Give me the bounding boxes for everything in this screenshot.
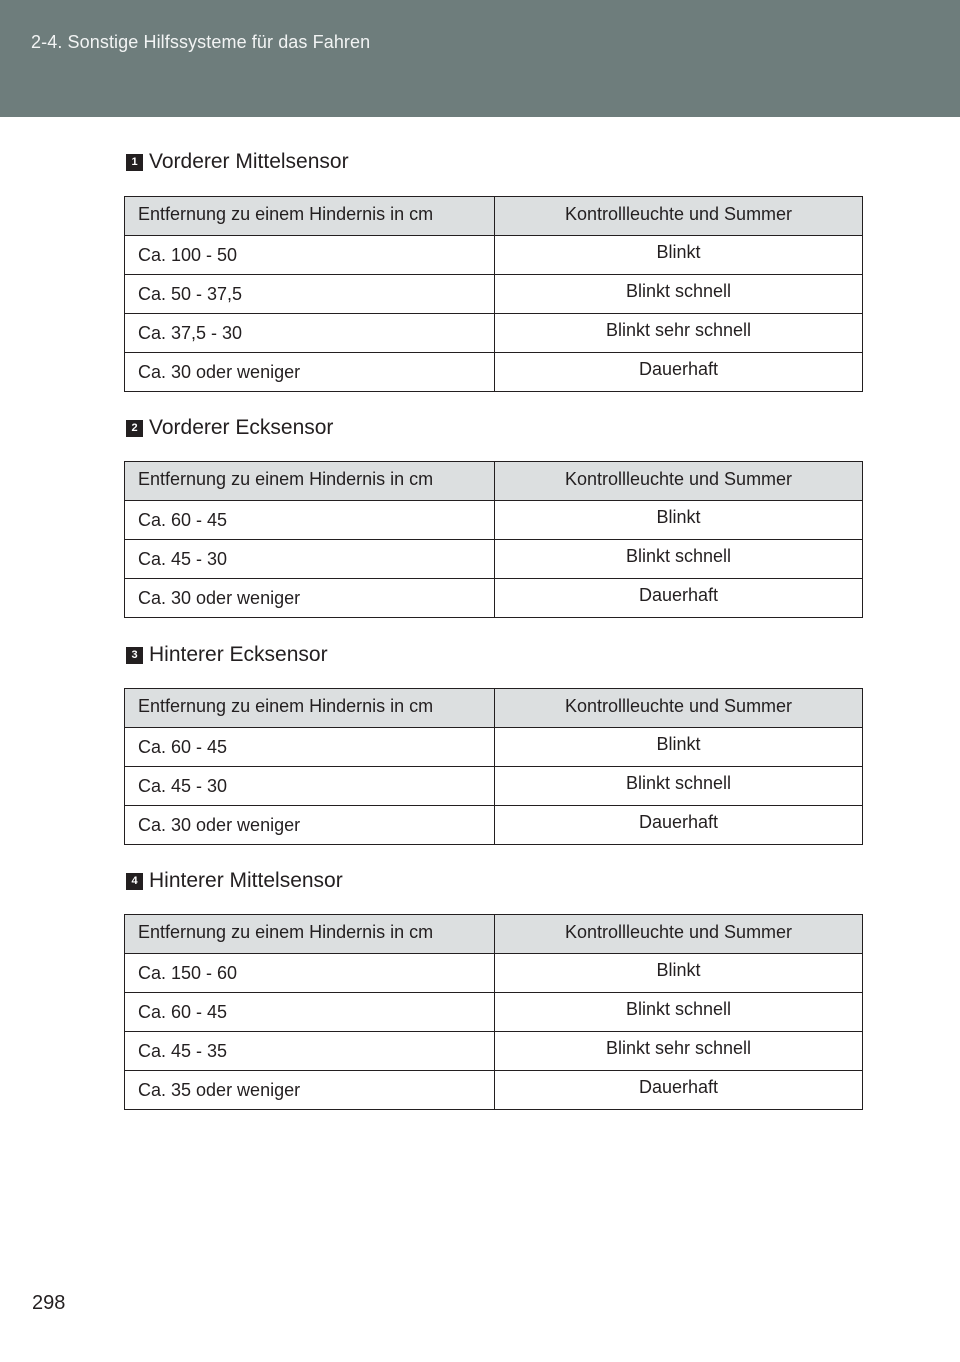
indicator-cell: Dauerhaft xyxy=(495,579,863,618)
distance-cell: Ca. 150 - 60 xyxy=(125,954,495,993)
indicator-cell: Blinkt sehr schnell xyxy=(495,1032,863,1071)
distance-cell: Ca. 60 - 45 xyxy=(125,993,495,1032)
table-row xyxy=(125,236,863,275)
table-header-row xyxy=(125,197,863,236)
indicator-cell: Blinkt xyxy=(495,236,863,275)
table-row xyxy=(125,275,863,314)
column-header-distance: Entfernung zu einem Hindernis in cm xyxy=(125,462,495,501)
distance-cell: Ca. 45 - 35 xyxy=(125,1032,495,1071)
indicator-cell: Blinkt xyxy=(495,728,863,767)
distance-cell: Ca. 30 oder weniger xyxy=(125,353,495,392)
indicator-cell: Blinkt schnell xyxy=(495,993,863,1032)
section-vorderer-mittelsensor xyxy=(124,146,863,382)
table-row xyxy=(125,954,863,993)
section-number-badge: 2 xyxy=(126,420,143,437)
table-row xyxy=(125,1071,863,1110)
distance-table xyxy=(124,914,863,1110)
table-row xyxy=(125,501,863,540)
distance-cell: Ca. 35 oder weniger xyxy=(125,1071,495,1110)
indicator-cell: Blinkt schnell xyxy=(495,275,863,314)
chapter-header xyxy=(0,0,960,117)
table-row xyxy=(125,579,863,618)
indicator-cell: Blinkt schnell xyxy=(495,540,863,579)
table-header-row xyxy=(125,689,863,728)
distance-table xyxy=(124,196,863,392)
distance-cell: Ca. 37,5 - 30 xyxy=(125,314,495,353)
table-row xyxy=(125,728,863,767)
section-hinterer-ecksensor xyxy=(124,639,863,835)
distance-cell: Ca. 45 - 30 xyxy=(125,540,495,579)
section-heading xyxy=(124,412,863,444)
section-heading xyxy=(124,865,863,897)
section-hinterer-mittelsensor xyxy=(124,865,863,1100)
distance-cell: Ca. 50 - 37,5 xyxy=(125,275,495,314)
distance-cell: Ca. 100 - 50 xyxy=(125,236,495,275)
table-header-row xyxy=(125,915,863,954)
section-heading xyxy=(124,146,863,178)
column-header-distance: Entfernung zu einem Hindernis in cm xyxy=(125,689,495,728)
indicator-cell: Blinkt sehr schnell xyxy=(495,314,863,353)
distance-table xyxy=(124,461,863,618)
indicator-cell: Dauerhaft xyxy=(495,353,863,392)
table-row xyxy=(125,767,863,806)
section-vorderer-ecksensor xyxy=(124,412,863,608)
column-header-distance: Entfernung zu einem Hindernis in cm xyxy=(125,197,495,236)
distance-cell: Ca. 30 oder weniger xyxy=(125,579,495,618)
table-row xyxy=(125,314,863,353)
table-row xyxy=(125,806,863,845)
table-row xyxy=(125,993,863,1032)
chapter-title: 2-4. Sonstige Hilfssysteme für das Fahren xyxy=(31,32,371,52)
indicator-cell: Blinkt xyxy=(495,501,863,540)
section-number-badge: 1 xyxy=(126,154,143,171)
section-number-badge: 4 xyxy=(126,873,143,890)
section-heading xyxy=(124,639,863,671)
table-row xyxy=(125,540,863,579)
distance-cell: Ca. 60 - 45 xyxy=(125,501,495,540)
indicator-cell: Blinkt schnell xyxy=(495,767,863,806)
distance-cell: Ca. 60 - 45 xyxy=(125,728,495,767)
column-header-indicator: Kontrollleuchte und Summer xyxy=(495,197,863,236)
column-header-indicator: Kontrollleuchte und Summer xyxy=(495,689,863,728)
column-header-distance: Entfernung zu einem Hindernis in cm xyxy=(125,915,495,954)
column-header-indicator: Kontrollleuchte und Summer xyxy=(495,462,863,501)
table-row xyxy=(125,1032,863,1071)
indicator-cell: Dauerhaft xyxy=(495,1071,863,1110)
table-header-row xyxy=(125,462,863,501)
section-title: Hinterer Mittelsensor xyxy=(149,869,343,892)
column-header-indicator: Kontrollleuchte und Summer xyxy=(495,915,863,954)
page-number: 298 xyxy=(32,1292,66,1314)
section-title: Vorderer Mittelsensor xyxy=(149,150,349,173)
distance-table xyxy=(124,688,863,845)
table-row xyxy=(125,353,863,392)
section-title: Hinterer Ecksensor xyxy=(149,643,328,666)
distance-cell: Ca. 30 oder weniger xyxy=(125,806,495,845)
section-number-badge: 3 xyxy=(126,647,143,664)
indicator-cell: Dauerhaft xyxy=(495,806,863,845)
distance-cell: Ca. 45 - 30 xyxy=(125,767,495,806)
indicator-cell: Blinkt xyxy=(495,954,863,993)
section-title: Vorderer Ecksensor xyxy=(149,416,334,439)
